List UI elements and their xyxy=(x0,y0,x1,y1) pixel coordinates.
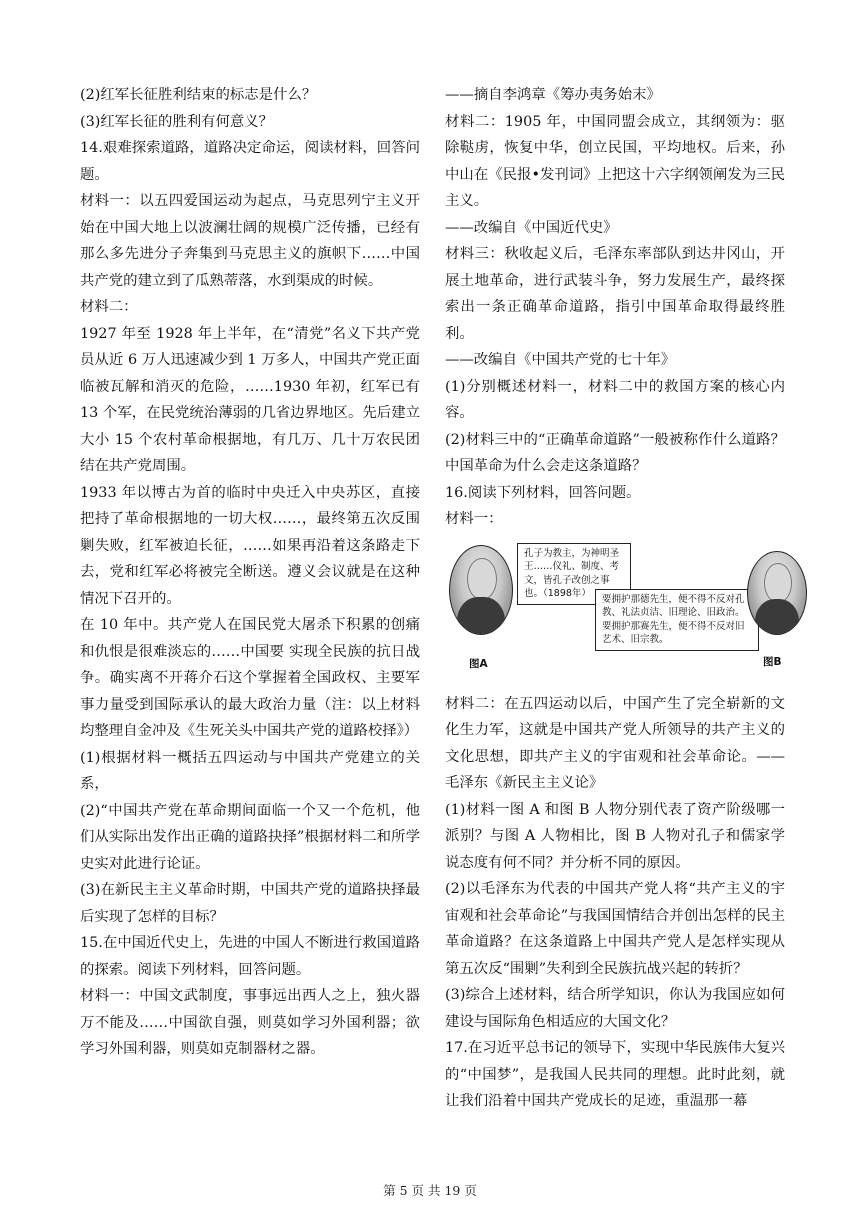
question-16-1: (1)材料一图 A 和图 B 人物分别代表了资产阶级哪一派别？与图 A 人物相比，图 B 人物对孔子和儒家学说态度有何不同？并分析不同的原因。 xyxy=(445,801,785,871)
question-16-2: (2)以毛泽东为代表的中国共产党人将“共产主义的宇宙观和社会革命论”与我国国情结合并创出怎样的民主革命道路？在这条道路上中国共产党人是怎样实现从第五次反“围剿”失利到全民族抗战兴起的转折？ xyxy=(445,881,785,977)
portrait-b xyxy=(747,551,807,635)
q15-material-2: 材料二：1905 年，中国同盟会成立，其纲领为：驱除鞑虏，恢复中华，创立民国，平均地权。后来，孙中山在《民报•发刊词》上把这十六字纲领阐发为三民主义。 xyxy=(445,113,785,209)
question-14-2: (2)“中国共产党在革命期间面临一个又一个危机，他们从实际出发作出正确的道路抉择”根据材料二和所学史实对此进行论证。 xyxy=(80,802,420,872)
question-13-2: (2)红军长征胜利结束的标志是什么？ xyxy=(80,87,317,103)
q15-material-3: 材料三：秋收起义后，毛泽东率部队到达井冈山，开展土地革命，进行武装斗争，努力发展生产，最终探索出一条正确革命道路，指引中国革命取得最终胜利。 xyxy=(445,246,785,342)
question-14-stem: 14.艰难探索道路，道路决定命运，阅读材料，回答问题。 xyxy=(80,140,420,183)
q16-material-2: 材料二：在五四运动以后，中国产生了完全崭新的文化生力军，这就是中国共产党人所领导的共产主义的文化思想，即共产主义的宇宙观和社会革命论。——毛泽东《新民主主义论》 xyxy=(445,695,785,791)
question-14-1: (1)根据材料一概括五四运动与中国共产党建立的关系， xyxy=(80,749,420,792)
question-14-3: (3)在新民主主义革命时期，中国共产党的道路抉择最后实现了怎样的目标？ xyxy=(80,882,420,925)
figure-label-a: 图A xyxy=(469,657,488,670)
speech-bubble-b: 要拥护那德先生，便不得不反对孔教、礼法贞洁、旧理论、旧政治。要拥护那赛先生，便不得不反对旧艺术、旧宗教。 xyxy=(595,589,759,651)
question-16-stem: 16.阅读下列材料，回答问题。 xyxy=(445,484,641,501)
q15-source-2: ——改编自《中国近代史》 xyxy=(445,219,618,236)
q15-source-3: ——改编自《中国共产党的七十年》 xyxy=(445,352,676,368)
question-13-3: (3)红军长征的胜利有何意义？ xyxy=(80,113,274,130)
q14-material-2-heading: 材料二： xyxy=(80,299,138,315)
portrait-a xyxy=(449,545,513,635)
question-15-stem: 15.在中国近代史上，先进的中国人不断进行救国道路的探索。阅读下列材料，回答问题。 xyxy=(80,935,420,978)
question-15-1: (1)分别概述材料一，材料二中的救国方案的核心内容。 xyxy=(445,378,785,421)
q16-figure xyxy=(445,537,785,687)
q14-material-2-para-1: 1927 年至 1928 年上半年，在“清党”名义下共产党员从近 6 万人迅速减少到 1 万多人，中国共产党正面临被瓦解和消灭的危险，……1930 年初，红军已有 13 个军，在民党统治薄弱的几省边界地区。先后建立大小 15 个农村革命根据地，有几万、几十万农民团结在共产党周围。 xyxy=(80,325,420,474)
question-16-3: (3)综合上述材料，结合所学知识，你认为我国应如何建设与国际角色相适应的大国文化？ xyxy=(445,987,785,1030)
right-column xyxy=(445,82,785,1115)
question-17-stem: 17.在习近平总书记的领导下，实现中华民族伟大复兴的“中国梦”，是我国人民共同的理想。此时此刻，就让我们沿着中国共产党成长的足迹，重温那一幕 xyxy=(445,1040,785,1109)
q15-source-1: ——摘自李鸿章《筹办夷务始末》 xyxy=(445,87,661,103)
speech-bubble-a: 孔子为教主，为神明圣王……仪礼、制度、考文，皆孔子改创之事也。（1898年） xyxy=(517,543,631,605)
left-column xyxy=(80,82,420,1063)
figure-label-b: 图B xyxy=(763,655,782,668)
q14-material-2-para-2: 1933 年以博古为首的临时中央迁入中央苏区，直接把持了革命根据地的一切大权……，最终第五次反围剿失败，红军被迫长征，……如果再沿着这条路走下去，党和红军必将被完全断送。遵义会议就是在这种情况下召开的。 xyxy=(80,484,420,607)
page-number: 第 5 页 共 19 页 xyxy=(383,1183,477,1198)
q14-material-2-para-3: 在 10 年中。共产党人在国民党大屠杀下积累的创痛和仇恨是很难淡忘的……中国要 实现全民族的抗日战争。确实离不开蒋介石这个掌握着全国政权、主要军事力量受到国际承认的最大政治力量（注：以上材料均整理自金冲及《生死关头中国共产党的道路校择》） xyxy=(80,617,420,739)
question-15-2: (2)材料三中的“正确革命道路”一般被称作什么道路？中国革命为什么会走这条道路？ xyxy=(445,431,785,474)
q16-material-1-heading: 材料一： xyxy=(445,511,503,527)
q15-material-1: 材料一：中国文武制度，事事远出西人之上，独火器万不能及……中国欲自强，则莫如学习外国利器；欲学习外国利器，则莫如克制器材之器。 xyxy=(80,988,420,1057)
q14-material-1: 材料一：以五四爱国运动为起点，马克思列宁主义开始在中国大地上以波澜壮阔的规模广泛传播，已经有那么多先进分子奔集到马克思主义的旗帜下……中国共产党的建立到了瓜熟蒂落，水到渠成的时候。 xyxy=(80,193,420,289)
